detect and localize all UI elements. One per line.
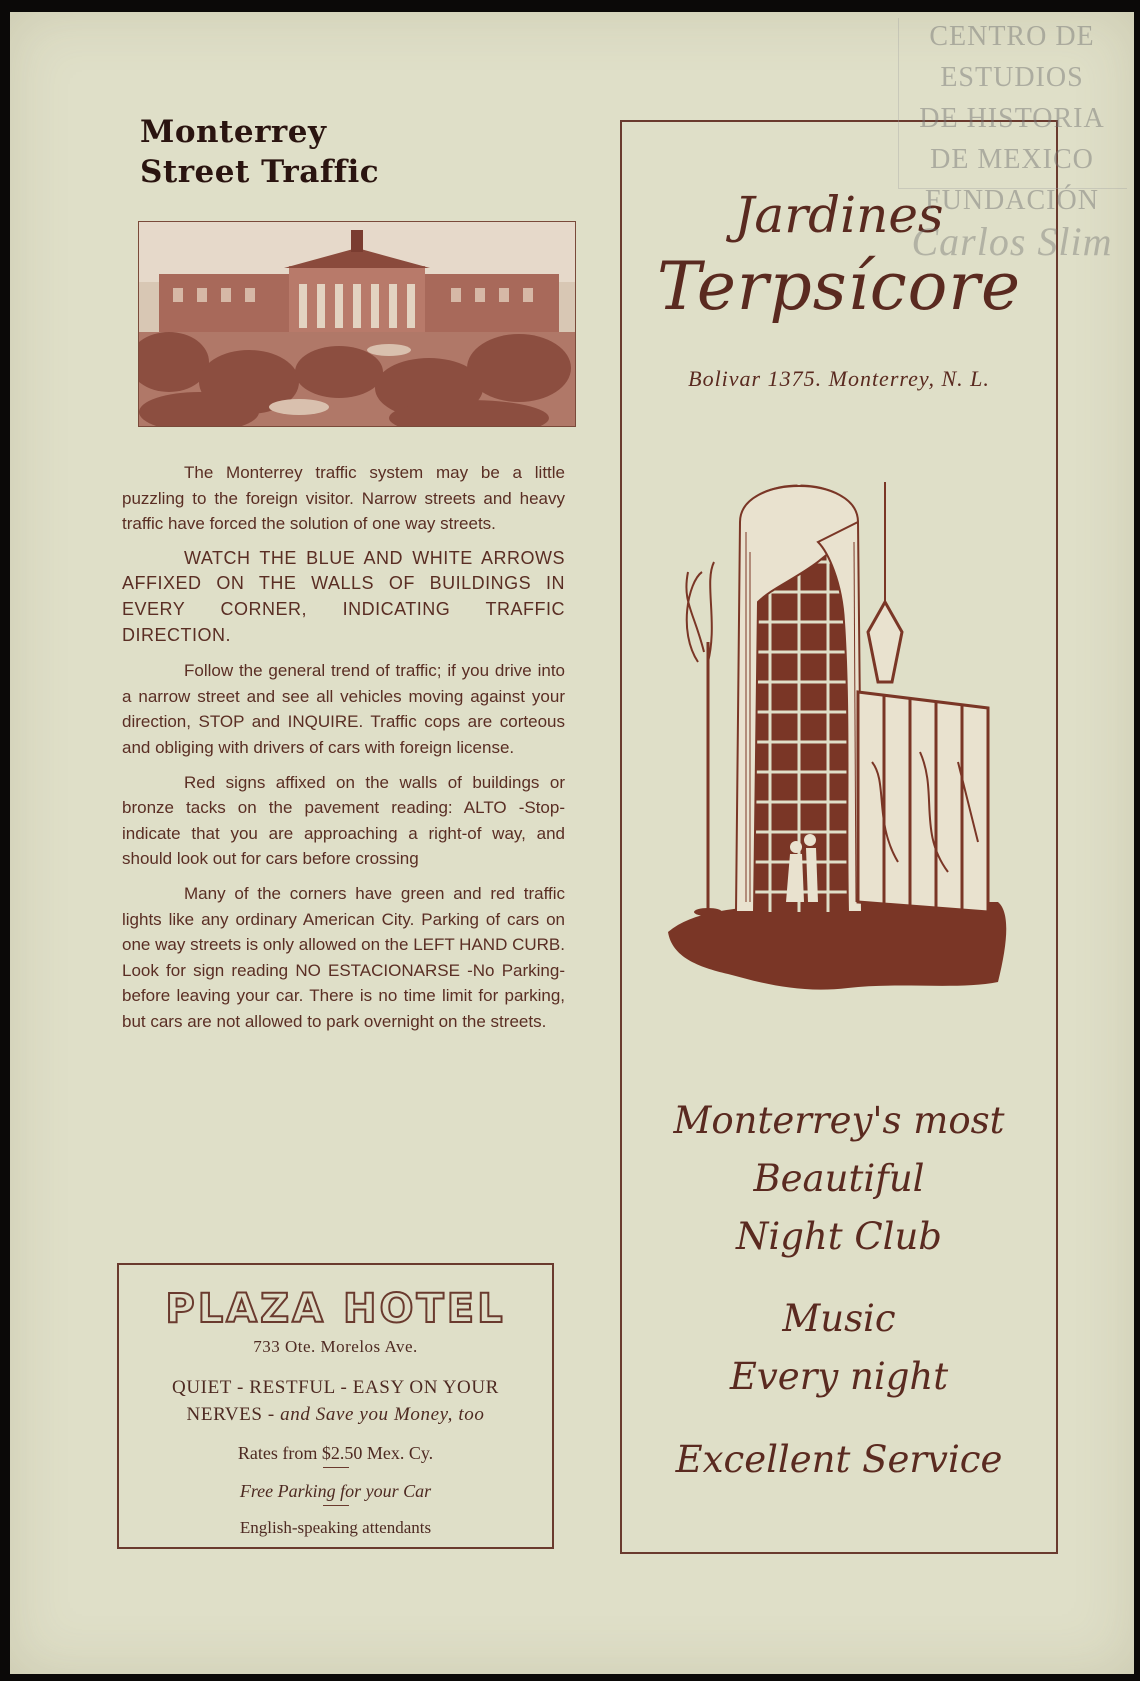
nightclub-illustration <box>658 462 1020 1032</box>
paragraph-red-signs: Red signs affixed on the walls of buildings or bronze tacks on the pavement reading: ALTO -Stop- indicate that you are approaching a right-of way, and should look out for cars before crossing <box>122 772 565 869</box>
article-title <box>140 112 560 192</box>
ad-title-terpsicore: Terpsícore <box>656 248 1022 325</box>
watermark-line: DE MEXICO <box>930 144 1094 175</box>
ad-address: Bolivar 1375. Monterrey, N. L. <box>688 366 990 391</box>
plaza-hotel-ad <box>117 1263 554 1549</box>
divider <box>323 1467 349 1468</box>
plaza-slogan-line-1: QUIET - RESTFUL - EASY ON YOUR <box>172 1377 499 1398</box>
paragraph-arrows: WATCH THE BLUE AND WHITE ARROWS AFFIXED ON THE WALLS OF BUILDINGS IN EVERY CORNER, INDICATING TRAFFIC DIRECTION. <box>122 547 565 645</box>
ad-slogan-line: Beautiful <box>753 1157 925 1200</box>
ad-slogan-line: Music <box>782 1297 896 1340</box>
terpsicore-ad <box>620 120 1058 1554</box>
watermark-line: DE HISTORIA <box>919 103 1105 134</box>
magazine-page <box>10 12 1134 1674</box>
plaza-parking: Free Parking for your Car <box>239 1481 432 1501</box>
ad-title-jardines: Jardines <box>734 186 944 244</box>
paragraph-trend: Follow the general trend of traffic; if you drive into a narrow street and see all vehicles moving against your direction, STOP and INQUIRE. Traffic cops are corteous and obliging with drivers of cars with foreign license. <box>122 661 565 757</box>
ad-slogan-line: Every night <box>729 1355 949 1398</box>
plaza-english-staff: English-speaking attendants <box>239 1518 432 1537</box>
title-line-2: Street Traffic <box>140 154 380 190</box>
paragraph-intro: The Monterrey traffic system may be a little puzzling to the foreign visitor. Narrow streets and heavy traffic have forced the solution of one way streets. <box>122 463 565 534</box>
watermark-frame <box>898 18 1127 189</box>
plaza-slogan-italic: and Save you Money, too <box>280 1404 485 1425</box>
plaza-slogan-line-2 <box>119 1401 552 1428</box>
ad-slogan-line: Monterrey's most <box>673 1099 1005 1142</box>
ad-slogan-line: Night Club <box>735 1215 942 1258</box>
ad-slogan-service: Excellent Service <box>675 1438 1003 1481</box>
plaza-rates: Rates from $2.50 Mex. Cy. <box>237 1443 434 1463</box>
divider <box>323 1505 349 1506</box>
ad-slogan-music <box>622 1290 1056 1406</box>
paragraph-parking: Many of the corners have green and red traffic lights like any ordinary American City. Parking of cars on one way streets is only allowed on the LEFT HAND CURB. Look for sign reading NO ESTACIONARSE -No Parking- before leaving your car. There is no time limit for parking, but cars are not allowed to park overnight on the streets. <box>122 883 565 1031</box>
watermark-line: FUNDACIÓN <box>925 185 1099 216</box>
plaza-hotel-name: PLAZA HOTEL <box>165 1286 506 1332</box>
watermark-line: ESTUDIOS <box>940 62 1084 93</box>
article-body <box>122 460 565 1043</box>
government-palace-photo <box>138 221 576 427</box>
title-line-1: Monterrey <box>140 114 327 150</box>
ad-slogan-nightclub <box>622 1092 1056 1266</box>
watermark-signature: Carlos Slim <box>911 219 1113 264</box>
archive-watermark <box>898 16 1126 262</box>
plaza-slogan-caps: NERVES - <box>186 1404 281 1425</box>
watermark-line: CENTRO DE <box>929 21 1095 52</box>
plaza-address: 733 Ote. Morelos Ave. <box>253 1337 418 1356</box>
